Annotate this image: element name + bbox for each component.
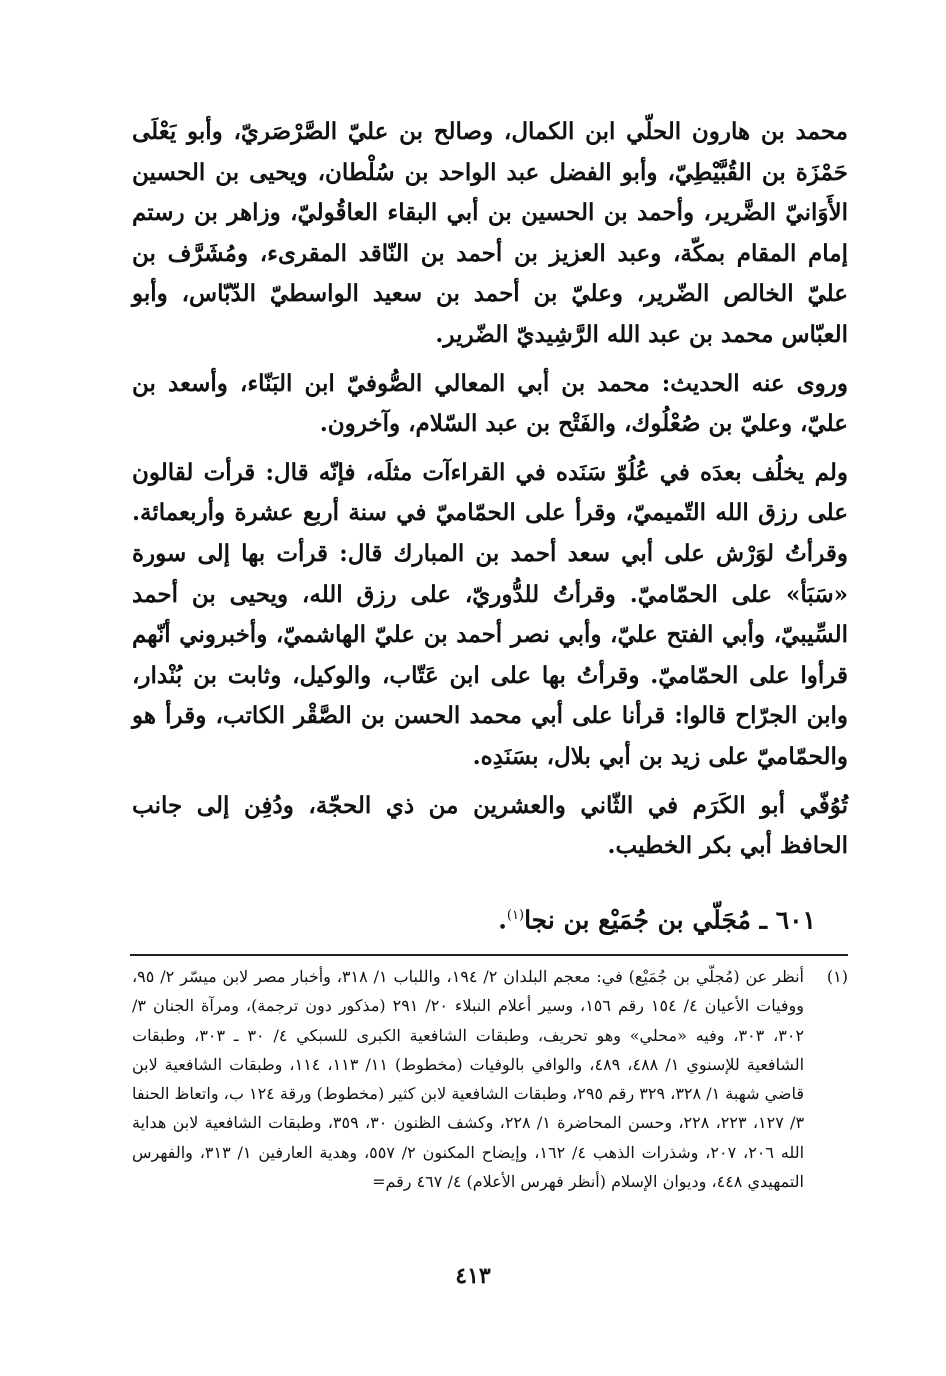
footnotes-section (132, 962, 848, 1196)
footnote-divider (130, 954, 848, 956)
page-number: ٤١٣ (455, 1263, 491, 1289)
entry-title: ٦٠١ ـ مُجَلّي بن جُمَيْع بن نجا (524, 905, 816, 935)
footnote (132, 962, 848, 1196)
entry-heading: ٦٠١ ـ مُجَلّي بن جُمَيْع بن نجا$^{(١)}$. (498, 905, 816, 935)
footnote-text: أنظر عن (مُجلّي بن جُمَيْع) في: معجم البلدان ٢/ ١٩٤، واللباب ١/ ٣١٨، وأخبار مصر لابن ميسّر ٢/ ٩٥، ووفيات الأعيان ٤/ ١٥٤ رقم ١٥٦، وسير أعلام النبلاء ٢٠/ ٢٩١ (مذكور دون ترجمة)، ومرآة الجنان ٣/ ٣٠٢، ٣٠٣، وفيه «محلي» وهو تحريف، وطبقات الشافعية الكبرى للسبكي ٤/ ٣٠ ـ ٣٠٣، وطبقات الشافعية للإسنوي ١/ ٤٨٨، ٤٨٩، والوافي بالوفيات (مخطوط) ١١/ ١١٣، ١١٤، وطبقات الشافعية لابن قاضي شهبة ١/ ٣٢٨، ٣٢٩ رقم ٢٩٥، وطبقات الشافعية لابن كثير (مخطوط) ورقة ١٢٤ ب، واتعاظ الحنفا ٣/ ١٢٧، ٢٢٣، ٢٢٨، وحسن المحاضرة ١/ ٢٢٨، وكشف الظنون ٣٠، ٣٥٩، وطبقات الشافعية لابن هداية الله ٢٠٦، ٢٠٧، وشذرات الذهب ٤/ ١٦٢، وإيضاح المكنون ٢/ ٥٥٧، وهدية العارفين ١/ ٣١٣، والفهرس التمهيدي ٤٤٨، وديوان الإسلام (أنظر فهرس الأعلام) ٤/ ٤٦٧ رقم= (132, 967, 805, 1192)
main-text (132, 112, 848, 867)
paragraph-death: تُوُفّي أبو الكَرَم في الثّاني والعشرين من ذي الحجّة، ودُفِن إلى جانب الحافظ أبي بكر الخطيب. (132, 791, 848, 860)
footnote-reference: (١) (506, 908, 525, 923)
paragraph-readings: ولم يخلُف بعدَه في عُلُوّ سَنَده في القراءآت مثلَه، فإنّه قال: قرأت لقالون على رزق الله التّميميّ، وقرأ على الحمّاميّ في سنة أربع عشرة وأربعمائة. وقرأتُ لوَرْش على أبي سعد أحمد بن المبارك قال: قرأت بها إلى سورة «سَبَأ» على الحمّاميّ. وقرأتُ للدُّوريّ، على رزق الله، ويحيى بن أحمد السِّيبيّ، وأبي الفتح عليّ، وأبي نصر أحمد بن عليّ الهاشميّ، وأخبروني أنّهم قرأوا على الحمّاميّ. وقرأتُ بها على ابن عَتّاب، والوكيل، وثابت بن بُنْدار، وابن الجرّاح قالوا: قرأنا على أبي محمد الحسن بن الصَّقْر الكاتب، وقرأ هو والحمّاميّ على زيد بن أبي بلال، بسَنَدِه. (132, 458, 848, 770)
paragraph-narrators: وروى عنه الحديث: محمد بن أبي المعالي الصُّوفيّ ابن البَنّاء، وأسعد بن عليّ، وعليّ بن صُعْلُوك، والفَتْح بن عبد السّلام، وآخرون. (132, 369, 848, 438)
paragraph-teachers: محمد بن هارون الحلّي ابن الكمال، وصالح بن عليّ الصَّرْصَريّ، وأبو يَعْلَى حَمْزَة بن القُبَّيْطِيّ، وأبو الفضل عبد الواحد بن سُلْطان، ويحيى بن الحسين الأَوَانيّ الضَّرير، وأحمد بن الحسين بن أبي البقاء العاقُوليّ، وزاهر بن رستم إمام المقام بمكّة، وعبد العزيز بن أحمد بن النّاقد المقرىء، ومُشَرَّف بن عليّ الخالص الضّرير، وعليّ بن أحمد بن سعيد الواسطيّ الدّبّاس، وأبو العبّاس محمد بن عبد الله الرَّشِيديّ الضّرير. (132, 118, 848, 348)
footnote-number: (١) (826, 967, 848, 986)
